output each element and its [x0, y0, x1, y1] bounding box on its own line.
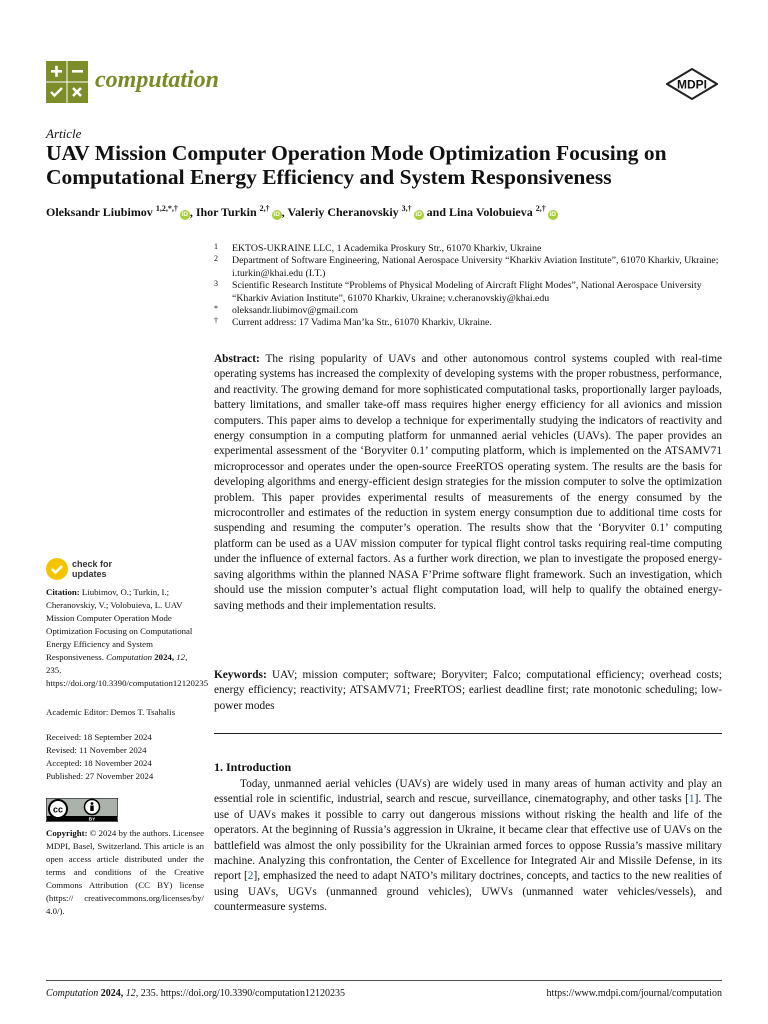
author-name: Ihor Turkin: [195, 205, 257, 219]
date-received: Received: 18 September 2024: [46, 732, 152, 742]
footer-journal-url[interactable]: https://www.mdpi.com/journal/computation: [546, 988, 722, 999]
author-affiliation-marks: 3,†: [401, 204, 412, 213]
author-affiliation-marks: 2,†: [259, 204, 270, 213]
abstract: [214, 352, 722, 614]
reference-link[interactable]: 1: [688, 793, 695, 806]
cc-by-license-icon[interactable]: [46, 798, 118, 822]
section-divider: [214, 733, 722, 734]
keywords: [214, 668, 722, 714]
orcid-icon[interactable]: iD: [415, 211, 422, 218]
citation: Citation: Liubimov, O.; Turkin, I.; Cheranovskiy, V.; Volobuieva, L. UAV Mission Computer Operation Mode Optimization Focusing on Computational Energy Efficiency and System Responsiveness. Computation 2024, 12, 235. https://doi.org/10.3390/computation12120235: [46, 587, 209, 688]
svg-text:BY: BY: [88, 817, 96, 822]
mdpi-logo-text: MDPI: [677, 77, 707, 92]
date-accepted: Accepted: 18 November 2024: [46, 758, 152, 768]
affiliation-item: * oleksandr.liubimov@gmail.com: [214, 304, 359, 317]
date-revised: Revised: 11 November 2024: [46, 745, 147, 755]
journal-logo-icon: [46, 61, 88, 103]
orcid-icon[interactable]: iD: [549, 211, 556, 218]
check-updates-icon: [46, 558, 68, 580]
copyright-label: Copyright:: [46, 828, 88, 838]
affiliation-item: 3 Scientific Research Institute “Problems of Physical Modeling of Aircraft Flight Modes”, National Aerospace University “Kharkiv Aviation Institute”, 61070 Kharkiv, Ukraine; v.cheranovskiy@khai.edu: [214, 279, 702, 304]
publication-dates: [46, 731, 204, 783]
footer-citation: Computation 2024, 12, 235. https://doi.org/10.3390/computation12120235: [46, 988, 345, 999]
footer-doi-link[interactable]: 235. https://doi.org/10.3390/computation12120235: [140, 988, 345, 999]
copyright-notice: Copyright: © 2024 by the authors. Licensee MDPI, Basel, Switzerland. This article is an open access article distributed under the terms and conditions of the Creative Commons Attribution (CC BY) license (https:// creativecommons.org/licenses/by/ 4.0/).: [46, 828, 205, 916]
abstract-text: The rising popularity of UAVs and other autonomous control systems coupled with real-time operating systems has increased the complexity of developing systems with the proper robustness, performance, and reactivity. The growing demand for more sophisticated computational tasks, proportionally larger payloads, battery limitations, and smaller take-off mass requires higher energy efficiency for all avionics and mission computers. This paper aims to develop a technique for experimentally studying the indicators of reactivity and energy consumption in a computing platform for unmanned aerial vehicles (UAVs). The paper provides an experimental assessment of the ‘Boryviter 0.1’ computing platform, which is implemented on the ATSAMV71 microprocessor and operates under the open-source FreeRTOS operating system. The results are the basis for developing algorithms and energy-efficient design strategies for the mission computer to solve the optimization problem. This paper provides experimental results of measurements of the energy consumed by the microcontroller and estimates of the reduction in system energy consumption due to additional time costs for suspending and resuming the computer’s operation. The results show that the ‘Boryviter 0.1’ computing platform can be used as a UAV mission computer for typical flight control tasks requiring real-time computing under the influence of external factors. As a further work direction, we plan to investigate the proposed energy-saving algorithms within the planned NASA F’Prime software flight framework. Such an investigation, which should use the mission computer’s actual flight computation load, will help to qualify the obtained energy-saving methods and their implementation results.: [214, 353, 722, 612]
citation-label: Citation:: [46, 587, 80, 597]
citation-doi[interactable]: 235. https://doi.org/10.3390/computation12120235: [46, 665, 209, 688]
author-affiliation-marks: 1,2,*,†: [155, 204, 178, 213]
orcid-icon[interactable]: iD: [273, 211, 280, 218]
check-updates-text: check for updates: [72, 559, 113, 579]
abstract-label: Abstract:: [214, 353, 260, 365]
reference-link[interactable]: 2: [247, 870, 254, 883]
keywords-text: UAV; mission computer; software; Boryviter; Falco; computational efficiency; overhead costs; energy efficiency; reactivity; ATSAMV71; FreeRTOS; earliest deadline first; rate monotonic scheduling; low-power modes: [214, 669, 722, 712]
mdpi-logo-icon: [666, 68, 718, 100]
section-heading: 1. Introduction: [214, 760, 292, 774]
author-name: Valeriy Cheranovskiy: [287, 205, 399, 219]
orcid-icon[interactable]: iD: [181, 211, 189, 218]
introduction-paragraph: Today, unmanned aerial vehicles (UAVs) are widely used in many areas of human activity and play an essential role in scientific, industrial, search and rescue, surveillance, cinematography, and other tasks [1]. The use of UAVs makes it possible to carry out dangerous missions without risking the health and life of the operators. At the beginning of Russia’s aggression in Ukraine, it became clear that effective use of UAVs on the battlefield was almost the only possibility for the Ukrainian armed forces to oppose Russia’s massive military machine. Analyzing this confrontation, the Center of Excellence for Integrated Air and Missile Defense, in its report [2], emphasized the need to adapt NATO’s military doctrines, concepts, and tactics to the new realities of using UAVs, UGVs (unmanned ground vehicles), UWVs (unmanned water vehicles/vessels), and countermeasure systems.: [214, 778, 722, 914]
check-for-updates-badge[interactable]: [46, 558, 136, 582]
affiliation-item: 1 EKTOS-UKRAINE LLC, 1 Academika Proskury Str., 61070 Kharkiv, Ukraine: [214, 242, 542, 254]
footer-divider: [46, 980, 722, 981]
article-type: Article: [46, 126, 82, 141]
author-affiliation-marks: 2,†: [535, 204, 546, 213]
author-name: Oleksandr Liubimov: [46, 205, 153, 219]
author-name: Lina Volobuieva: [449, 205, 533, 219]
paper-title: UAV Mission Computer Operation Mode Optimization Focusing on Computational Energy Efficiency and System Responsiveness: [46, 141, 667, 189]
svg-text:cc: cc: [52, 804, 64, 815]
affiliation-item: † Current address: 17 Vadima Man’ka Str., 61070 Kharkiv, Ukraine.: [214, 316, 492, 329]
affiliations: [214, 243, 724, 330]
journal-name: computation: [95, 67, 220, 93]
keywords-label: Keywords:: [214, 669, 267, 681]
date-published: Published: 27 November 2024: [46, 771, 154, 781]
academic-editor: Academic Editor: Demos T. Tsahalis: [46, 707, 176, 717]
author-list: Oleksandr Liubimov $^{1,2,*,\dagger}$iD , Ihor Turkin $^{2,\dagger}$iD , Valeriy Cheranovskiy $^{3,\dagger}$iD and Lina Volobuieva $^{2,\dagger}$iD: [46, 204, 556, 219]
affiliation-item: 2 Department of Software Engineering, National Aerospace University “Kharkiv Aviation Institute”, 61070 Kharkiv, Ukraine; i.turkin@khai.edu (I.T.): [214, 254, 719, 279]
